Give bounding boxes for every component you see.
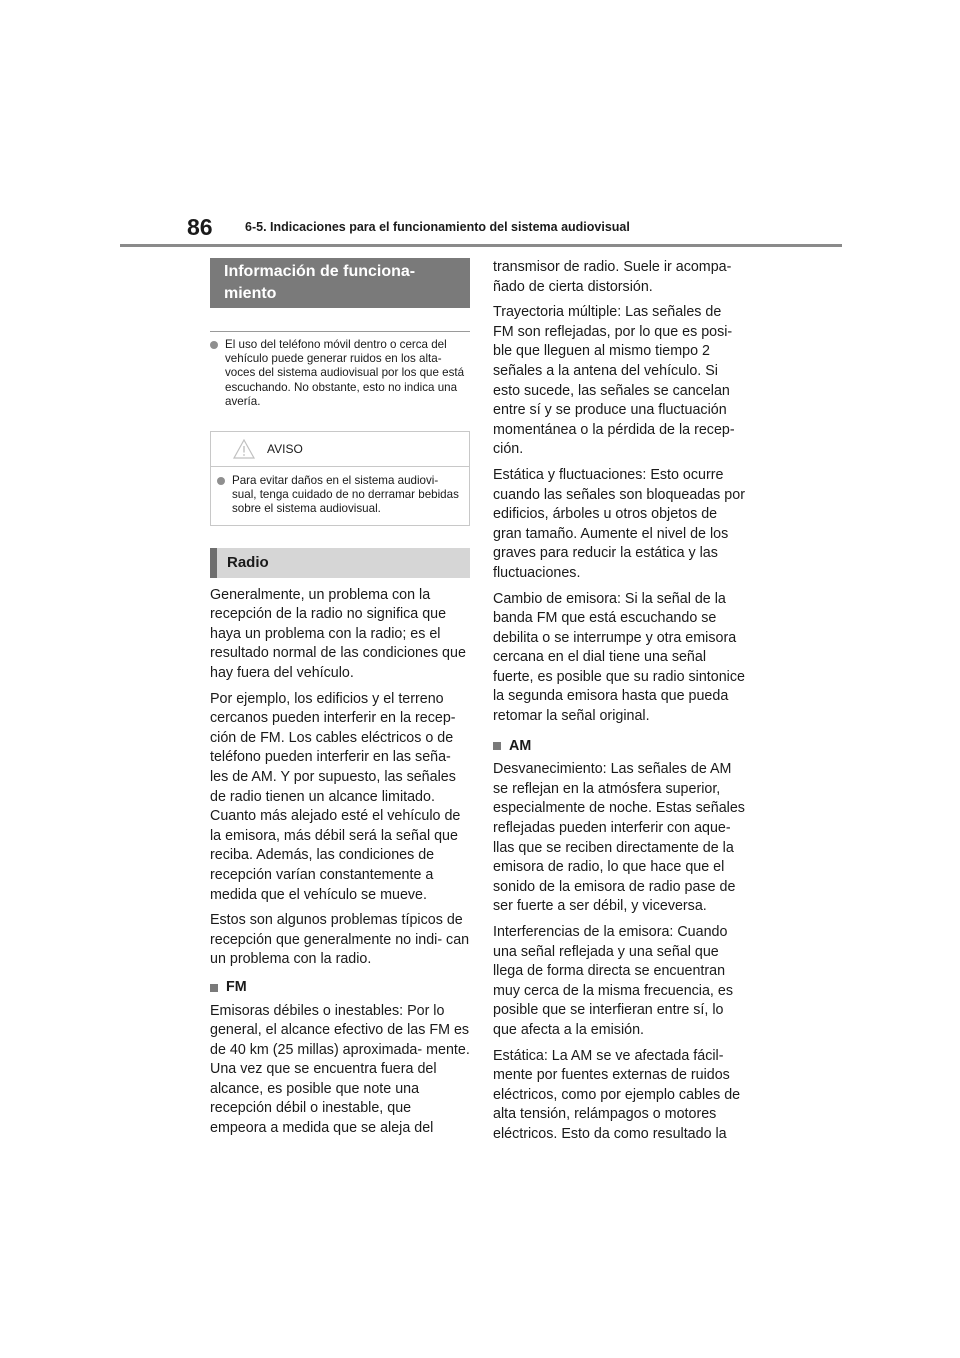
paragraph: Cambio de emisora: Si la señal de la banda FM que está escuchando se debilita o se interrumpe y otra emisora cercana en el dial tiene una señal fuerte, es posible que su radio sintonice la segunda emisora hasta que pueda retomar la señal original.: [493, 590, 745, 725]
paragraph: Desvanecimiento: Las señales de AM se reflejan en la atmósfera superior, especialmente de noche. Estas señales reflejadas pueden interferir con aque- llas que se reciben directamente de la emisora de radio, lo que hace que el sonido de la emisora de radio pase de ser fuerte a ser débil, y viceversa.: [493, 761, 745, 915]
left-column: [210, 258, 470, 1139]
caution-label: AVISO: [267, 442, 303, 457]
caution-note-text: Para evitar daños en el sistema audiovi- sual, tenga cuidado de no derramar bebidas sobre el sistema audiovisual.: [232, 474, 459, 516]
page-number: 86: [187, 214, 213, 240]
paragraph: Estos son algunos problemas típicos de recepción que generalmente no indi- can un problema con la radio.: [210, 912, 470, 968]
caution-header: [211, 432, 469, 467]
caution-box: [210, 431, 470, 526]
header-divider: [120, 244, 842, 247]
warning-triangle-icon: [233, 439, 255, 459]
radio-section-heading: [210, 548, 470, 578]
paragraph: transmisor de radio. Suele ir acompa- ñado de cierta distorsión.: [493, 259, 732, 295]
info-note: [210, 338, 470, 409]
chapter-title: 6-5. Indicaciones para el funcionamiento del sistema audiovisual: [245, 220, 630, 234]
info-heading-line-2: miento: [224, 285, 277, 302]
paragraph: Generalmente, un problema con la recepción de la radio no significa que haya un problema con la radio; es el resultado normal de las condiciones que hay fuera del vehículo.: [210, 586, 466, 681]
am-subheading: [493, 737, 745, 757]
circle-bullet-icon: [210, 341, 218, 349]
fm-subheading-text: FM: [226, 978, 247, 995]
right-column: [493, 258, 745, 1145]
paragraph: Emisoras débiles o inestables: Por lo general, el alcance efectivo de las FM es de 40 km (25 millas) aproximada- mente. Una vez que se encuentra fuera del alcance, es posible que note una recepción débil o inestable, que empeora a medida que se aleja del: [210, 1002, 470, 1137]
fm-subheading: [210, 978, 470, 998]
info-heading-line-1: Información de funciona-: [224, 263, 416, 280]
square-marker-icon: [210, 984, 218, 992]
square-marker-icon: [493, 742, 501, 750]
info-section-heading: [210, 258, 470, 308]
paragraph: Estática y fluctuaciones: Esto ocurre cuando las señales son bloqueadas por edificios, árboles u otros objetos de gran tamaño. Aumente el nivel de los graves para reducir la estática y las fluctuaciones.: [493, 466, 745, 581]
paragraph: Estática: La AM se ve afectada fácil- mente por fuentes externas de ruidos eléctricos, como por ejemplo cables de alta tensión, relámpagos o motores eléctricos. Esto da como resultado la: [493, 1047, 741, 1142]
radio-heading-text: Radio: [227, 553, 269, 571]
paragraph: Interferencias de la emisora: Cuando una señal reflejada y una señal que llega de forma directa se encuentran muy cerca de la misma frecuencia, es posible que se interfieran entre sí, lo que afecta a la emisión.: [493, 924, 733, 1038]
paragraph: Trayectoria múltiple: Las señales de FM son reflejadas, por lo que es posi- ble que lleguen al mismo tiempo 2 señales a la antena del vehículo. Si esto sucede, las señales se cancelan entre sí y se produce una fluctuación momentánea o la pérdida de la recep- ción.: [493, 304, 735, 458]
info-divider: [210, 331, 470, 332]
info-note-text: El uso del teléfono móvil dentro o cerca del vehículo puede generar ruidos en los alta- voces del sistema audiovisual por los que está escuchando. No obstante, esto no indica una avería.: [225, 338, 465, 408]
caution-note: [211, 474, 469, 517]
paragraph: Por ejemplo, los edificios y el terreno cercanos pueden interferir en la recep- ción de FM. Los cables eléctricos o de teléfono pueden interferir en las seña- les de AM. Y por supuesto, las señales de radio tienen un alcance limitado. Cuanto más alejado esté el vehículo de la emisora, más débil será la señal que reciba. Además, las condiciones de recepción varían constantemente a medida que el vehículo se mueve.: [210, 690, 461, 903]
circle-bullet-icon: [217, 477, 225, 485]
am-subheading-text: AM: [509, 737, 532, 754]
